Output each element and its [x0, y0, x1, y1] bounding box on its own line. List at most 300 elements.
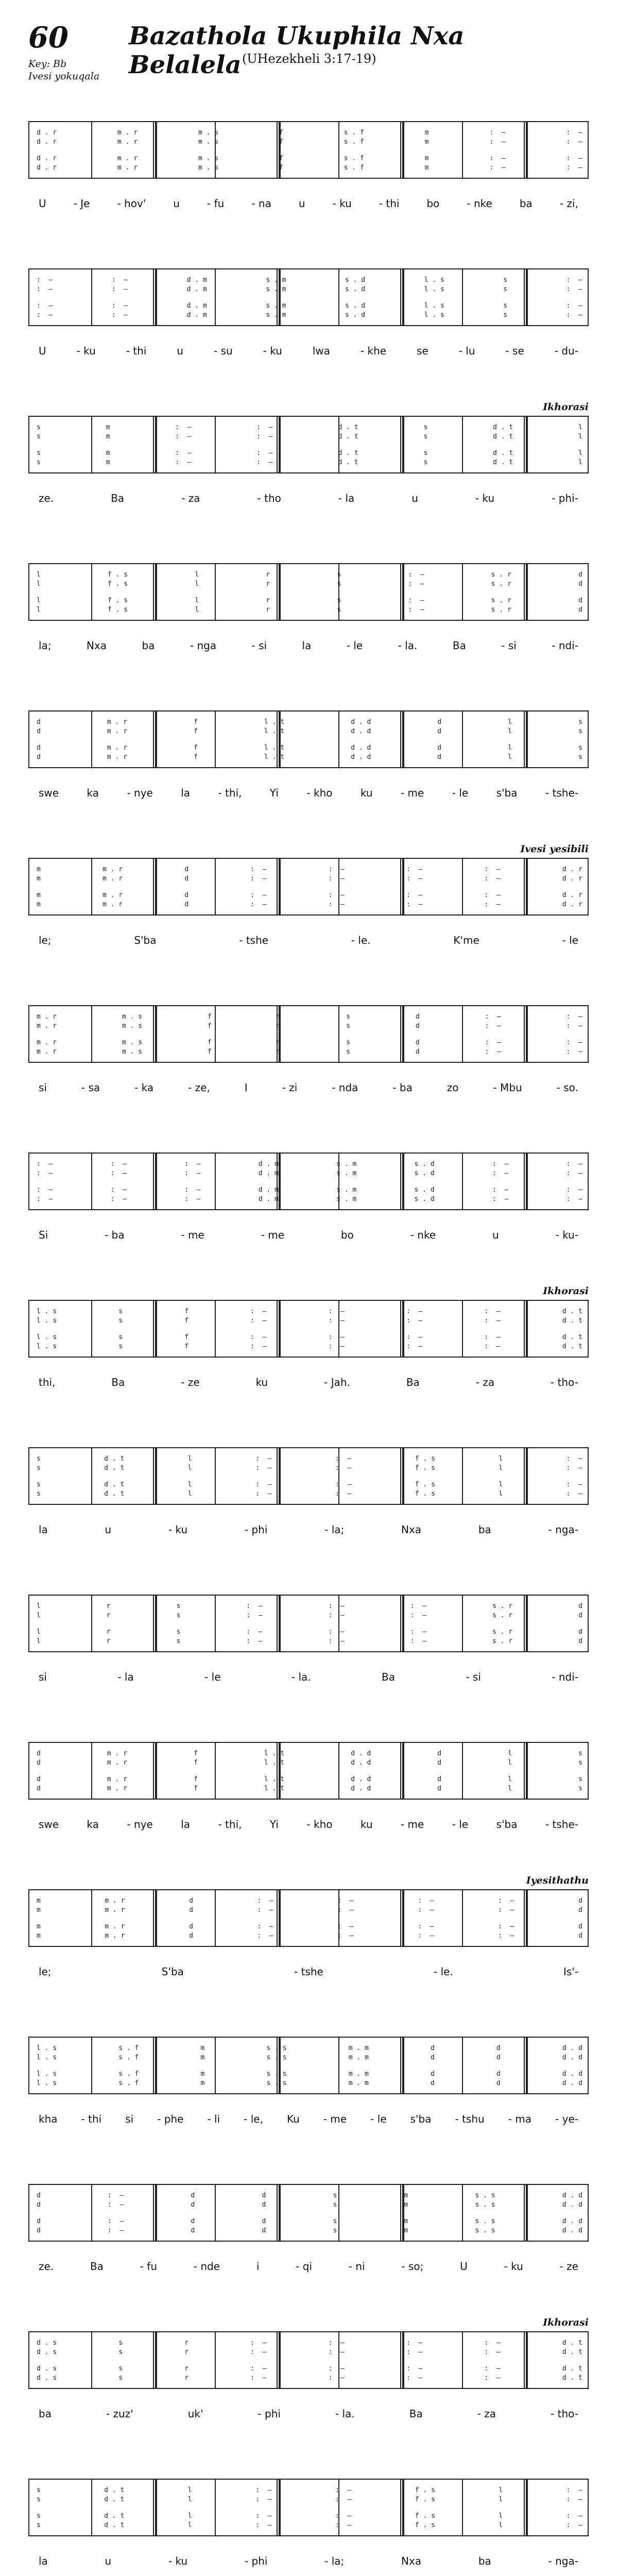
- note-cell: : —: [566, 311, 582, 319]
- lyric-syllable: - fu: [207, 197, 225, 210]
- note-cell: s: [118, 2348, 123, 2356]
- note-cell: d: [37, 744, 41, 752]
- voice-row: [37, 138, 582, 147]
- voice-row: [37, 753, 582, 762]
- note-cell: : —: [566, 1481, 582, 1488]
- note-cell: : —: [566, 302, 582, 310]
- note-cell: s: [37, 1464, 41, 1472]
- staff: [28, 1153, 589, 1210]
- lyrics-line: [28, 2408, 589, 2420]
- lyric-syllable: - tshe-: [545, 1818, 578, 1831]
- note-cell: : —: [337, 1932, 354, 1940]
- lyric-syllable: - tho: [257, 492, 281, 504]
- staff: [28, 1447, 589, 1505]
- note-cell: : —: [37, 276, 53, 284]
- note-cell: l: [578, 433, 582, 440]
- note-cell: f: [207, 1039, 212, 1046]
- note-cell: : —: [498, 1923, 514, 1930]
- note-cell: : —: [566, 2521, 582, 2529]
- note-cell: : —: [328, 875, 345, 883]
- note-cell: d . t: [104, 1464, 125, 1472]
- note-cell: s: [176, 1602, 181, 1610]
- note-cell: l: [37, 580, 41, 588]
- voice-row: [37, 2512, 582, 2521]
- note-cell: s: [578, 1759, 582, 1767]
- note-cell: : —: [328, 1317, 345, 1325]
- note-cell: f: [194, 1775, 198, 1783]
- note-cell: m . s: [122, 1048, 143, 1056]
- note-cell: r: [266, 597, 270, 604]
- voice-row: [37, 605, 582, 615]
- staff: [28, 1889, 589, 1947]
- note-cell: l . s: [37, 2070, 57, 2078]
- note-cell: : —: [328, 891, 345, 899]
- note-cell: d: [191, 2201, 195, 2209]
- note-cell: d: [415, 1022, 420, 1030]
- note-cell: l: [508, 718, 512, 726]
- lyric-syllable: - nke: [410, 1229, 436, 1241]
- note-cell: l . s: [37, 1308, 57, 1315]
- lyric-syllable: Si: [39, 1229, 48, 1241]
- note-cell: : —: [256, 423, 273, 431]
- lyrics-line: [28, 2113, 589, 2125]
- voice-row: [37, 1602, 582, 1611]
- voice-row: [37, 1022, 582, 1031]
- note-cell: s: [346, 1013, 351, 1021]
- music-system: [28, 1595, 589, 1683]
- voice-row: [37, 1012, 582, 1022]
- note-cell: : —: [566, 1186, 582, 1194]
- note-cell: : —: [485, 1039, 501, 1046]
- note-cell: s . s: [266, 2070, 287, 2078]
- note-cell: l . s: [37, 1317, 57, 1325]
- note-cell: m: [424, 129, 429, 137]
- note-cell: : —: [566, 1455, 582, 1463]
- note-cell: d . d: [351, 1775, 371, 1783]
- note-cell: m . s: [198, 155, 219, 162]
- lyric-syllable: - ni: [348, 2260, 365, 2273]
- note-cell: f: [194, 744, 198, 752]
- note-cell: : —: [406, 2374, 423, 2382]
- note-cell: : —: [250, 2374, 267, 2382]
- note-cell: : —: [492, 1195, 509, 1203]
- note-cell: s . s: [266, 2044, 287, 2052]
- note-cell: r: [266, 580, 270, 588]
- lyric-syllable: - fu: [140, 2260, 158, 2273]
- note-cell: : —: [255, 2521, 272, 2529]
- lyric-syllable: - la.: [291, 1671, 311, 1683]
- voice-row: [37, 2364, 582, 2374]
- lyric-syllable: si: [39, 1671, 47, 1683]
- note-cell: d: [496, 2054, 501, 2061]
- note-cell: : —: [37, 1160, 53, 1168]
- note-cell: l . s: [37, 1333, 57, 1341]
- note-cell: l . t: [264, 1750, 285, 1757]
- note-cell: l: [195, 606, 199, 614]
- lyric-syllable: - li: [207, 2113, 220, 2125]
- note-cell: s . f: [344, 155, 364, 162]
- voice-row: [37, 1628, 582, 1637]
- lyric-syllable: u: [411, 492, 418, 504]
- note-cell: f . s: [415, 2486, 435, 2494]
- music-system: [28, 1153, 589, 1241]
- note-cell: m . r: [107, 1759, 128, 1767]
- note-cell: s: [423, 459, 428, 466]
- note-cell: s . r: [491, 606, 511, 614]
- lyric-syllable: - ze,: [188, 1081, 210, 1094]
- note-cell: d . d: [351, 1750, 371, 1757]
- note-cell: d . t: [562, 1333, 582, 1341]
- voice-row: [37, 276, 582, 285]
- section-marker: Ikhorasi: [543, 2317, 589, 2328]
- note-cell: s: [37, 423, 41, 431]
- note-cell: : —: [257, 1906, 273, 1914]
- staff: [28, 1300, 589, 1358]
- note-cell: s: [118, 2365, 123, 2372]
- lyric-syllable: lwa: [312, 345, 330, 357]
- lyric-syllable: U: [39, 345, 46, 357]
- note-cell: m: [200, 2054, 205, 2061]
- note-cell: s: [503, 285, 508, 293]
- lyric-syllable: - sa: [81, 1081, 100, 1094]
- voice-row: [37, 1342, 582, 1351]
- note-cell: d: [578, 1923, 582, 1930]
- note-cell: s . r: [491, 571, 511, 579]
- music-system: [28, 2479, 589, 2567]
- note-cell: s: [423, 449, 428, 457]
- note-cell: l: [187, 2496, 192, 2503]
- note-cell: : —: [255, 1464, 272, 1472]
- note-cell: s . m: [336, 1170, 357, 1177]
- note-cell: d . d: [351, 718, 371, 726]
- note-cell: : —: [110, 1170, 127, 1177]
- note-cell: l: [187, 1464, 192, 1472]
- note-cell: d . t: [562, 1308, 582, 1315]
- note-cell: s . f: [118, 2044, 139, 2052]
- note-cell: l: [508, 1775, 512, 1783]
- note-cell: : —: [566, 1170, 582, 1177]
- lyric-syllable: ba: [478, 1523, 491, 1536]
- note-cell: : —: [255, 1490, 272, 1498]
- note-cell: m: [37, 1923, 41, 1930]
- note-cell: m . m: [348, 2054, 369, 2061]
- lyric-syllable: - nye: [127, 1818, 153, 1831]
- lyric-syllable: - qi: [296, 2260, 312, 2273]
- note-cell: d: [430, 2054, 435, 2061]
- note-cell: d . m: [186, 311, 207, 319]
- note-cell: r: [106, 1602, 111, 1610]
- note-cell: : —: [492, 1160, 509, 1168]
- note-cell: : —: [484, 1317, 501, 1325]
- note-cell: l: [195, 580, 199, 588]
- lyric-syllable: s'ba: [410, 2113, 432, 2125]
- note-cell: d: [437, 727, 442, 735]
- lyric-syllable: Ba: [111, 492, 125, 504]
- note-cell: r: [184, 2348, 189, 2356]
- note-cell: d . t: [338, 433, 358, 440]
- note-cell: d: [578, 606, 582, 614]
- note-cell: d: [437, 753, 442, 761]
- note-cell: d . t: [493, 449, 513, 457]
- note-cell: d . t: [493, 423, 513, 431]
- lyric-syllable: K'me: [453, 934, 479, 946]
- lyric-syllable: - phi: [258, 2408, 281, 2420]
- note-cell: : —: [410, 1628, 427, 1636]
- lyric-syllable: Ba: [382, 1671, 395, 1683]
- note-cell: : —: [337, 1923, 354, 1930]
- note-cell: d: [437, 1775, 442, 1783]
- note-cell: d: [415, 1013, 420, 1021]
- note-cell: d . t: [562, 2348, 582, 2356]
- voice-row: [37, 2070, 582, 2079]
- note-cell: s . r: [491, 580, 511, 588]
- lyric-syllable: - su: [214, 345, 233, 357]
- note-cell: d . t: [338, 423, 358, 431]
- lyric-syllable: - du-: [554, 345, 578, 357]
- lyric-syllable: la: [181, 787, 191, 799]
- note-cell: : —: [335, 2521, 352, 2529]
- note-cell: : —: [255, 1481, 272, 1488]
- note-cell: m . m: [348, 2070, 369, 2078]
- staff: [28, 268, 589, 326]
- note-cell: s: [176, 1612, 181, 1619]
- note-cell: : —: [418, 1897, 434, 1905]
- lyric-syllable: - ku: [168, 2555, 188, 2567]
- voice-row: [37, 1896, 582, 1906]
- note-cell: f: [194, 1759, 198, 1767]
- music-system: [28, 2037, 589, 2125]
- note-cell: : —: [111, 276, 128, 284]
- note-cell: s: [176, 1628, 181, 1636]
- note-cell: d . s: [37, 2365, 57, 2372]
- note-cell: m . r: [107, 744, 128, 752]
- note-cell: : —: [108, 2227, 124, 2234]
- lyric-syllable: u: [492, 1229, 499, 1241]
- note-cell: m: [200, 2079, 205, 2087]
- note-cell: f: [279, 155, 283, 162]
- note-cell: : —: [406, 1317, 423, 1325]
- note-cell: : —: [406, 1343, 423, 1350]
- note-cell: : —: [250, 891, 267, 899]
- note-cell: d: [578, 597, 582, 604]
- note-cell: m . r: [102, 875, 123, 883]
- note-cell: : —: [566, 2512, 582, 2520]
- note-cell: s . d: [414, 1160, 435, 1168]
- note-cell: d . s: [37, 2348, 57, 2356]
- lyric-syllable: zo: [447, 1081, 459, 1094]
- lyric-syllable: - thi,: [218, 1818, 242, 1831]
- note-cell: s: [346, 1022, 351, 1030]
- note-cell: l: [578, 449, 582, 457]
- note-cell: d: [37, 1785, 41, 1792]
- verse-label: Ivesi yokuqala: [28, 71, 100, 82]
- voice-row: [37, 1637, 582, 1646]
- lyric-syllable: - me: [181, 1229, 204, 1241]
- staff: [28, 416, 589, 473]
- note-cell: f: [207, 1022, 212, 1030]
- note-cell: s: [333, 2201, 337, 2209]
- note-cell: : —: [335, 1490, 352, 1498]
- note-cell: d . d: [562, 2217, 582, 2225]
- music-system: [28, 2317, 589, 2420]
- note-cell: s: [337, 580, 341, 588]
- staff: [28, 1742, 589, 1800]
- voice-row: [37, 2226, 582, 2235]
- note-cell: : —: [257, 1932, 273, 1940]
- note-cell: d . r: [562, 866, 582, 873]
- note-cell: s . d: [414, 1195, 435, 1203]
- note-cell: : —: [498, 1906, 514, 1914]
- note-cell: d . d: [351, 753, 371, 761]
- note-cell: : —: [110, 1186, 127, 1194]
- note-cell: : —: [406, 875, 423, 883]
- note-cell: : —: [408, 606, 424, 614]
- music-system: [28, 1875, 589, 1978]
- note-cell: m . r: [37, 1048, 57, 1056]
- note-cell: m . r: [102, 891, 123, 899]
- lyric-syllable: - Je: [73, 197, 90, 210]
- lyric-syllable: - tshe-: [545, 787, 578, 799]
- note-cell: d: [437, 744, 442, 752]
- note-cell: f: [279, 129, 283, 137]
- note-cell: : —: [566, 1048, 582, 1056]
- note-cell: : —: [337, 1897, 354, 1905]
- note-cell: m: [277, 1022, 281, 1030]
- note-cell: : —: [256, 433, 273, 440]
- hymn-title: Bazathola Ukuphila Nxa Belalela: [129, 22, 465, 79]
- voice-row: [37, 163, 582, 173]
- note-cell: d: [37, 2201, 41, 2209]
- lyric-syllable: Ba: [406, 1376, 420, 1388]
- note-cell: d . d: [562, 2079, 582, 2087]
- note-cell: : —: [485, 1048, 501, 1056]
- music-system: [28, 1447, 589, 1536]
- note-cell: : —: [257, 1897, 273, 1905]
- note-cell: s: [423, 423, 428, 431]
- note-cell: : —: [406, 2339, 423, 2347]
- note-cell: s: [578, 1785, 582, 1792]
- lyric-syllable: ba: [142, 639, 155, 652]
- lyrics-line: [28, 1523, 589, 1536]
- note-cell: : —: [408, 597, 424, 604]
- note-cell: m . r: [37, 1022, 57, 1030]
- note-cell: s: [503, 276, 508, 284]
- note-cell: d . t: [104, 1481, 125, 1488]
- lyric-syllable: Yi: [269, 787, 279, 799]
- lyric-syllable: - le: [452, 787, 469, 799]
- voice-row: [37, 2200, 582, 2210]
- lyrics-line: [28, 1965, 589, 1978]
- note-cell: l . t: [264, 753, 285, 761]
- lyric-syllable: - phe: [157, 2113, 184, 2125]
- note-cell: l: [195, 597, 199, 604]
- note-cell: : —: [250, 1308, 267, 1315]
- note-cell: d . r: [562, 875, 582, 883]
- lyric-syllable: Ba: [111, 1376, 125, 1388]
- note-cell: l . s: [37, 1343, 57, 1350]
- note-cell: : —: [256, 449, 273, 457]
- note-cell: m . m: [348, 2044, 369, 2052]
- note-cell: m . s: [198, 129, 219, 137]
- note-cell: s: [37, 1490, 41, 1498]
- lyric-syllable: U: [460, 2260, 468, 2273]
- lyric-syllable: - le: [562, 934, 578, 946]
- lyric-syllable: - ndi-: [552, 1671, 578, 1683]
- section-marker: Iyesithathu: [526, 1875, 589, 1886]
- note-cell: : —: [256, 459, 273, 466]
- lyric-syllable: ka: [87, 1818, 99, 1831]
- lyric-syllable: - ma: [508, 2113, 532, 2125]
- note-cell: : —: [484, 2339, 501, 2347]
- note-cell: : —: [566, 1490, 582, 1498]
- note-cell: s: [346, 1039, 351, 1046]
- lyric-syllable: - le: [204, 1671, 221, 1683]
- note-cell: s . f: [118, 2079, 139, 2087]
- note-cell: d: [578, 1612, 582, 1619]
- lyric-syllable: - tho-: [551, 1376, 578, 1388]
- note-cell: : —: [37, 285, 53, 293]
- note-cell: l . t: [264, 744, 285, 752]
- note-cell: : —: [246, 1637, 263, 1645]
- note-cell: : —: [566, 2486, 582, 2494]
- note-cell: : —: [108, 2192, 124, 2199]
- lyric-syllable: s'ba: [496, 1818, 518, 1831]
- note-cell: : —: [111, 302, 128, 310]
- note-cell: : —: [484, 2374, 501, 2382]
- note-cell: : —: [335, 2486, 352, 2494]
- note-cell: l: [508, 744, 512, 752]
- note-cell: : —: [484, 901, 501, 908]
- note-cell: s: [118, 1333, 123, 1341]
- note-cell: f . s: [415, 2521, 435, 2529]
- lyric-syllable: - nde: [193, 2260, 220, 2273]
- note-cell: l . t: [264, 727, 285, 735]
- note-cell: l . s: [424, 276, 444, 284]
- lyric-syllable: - la: [338, 492, 355, 504]
- lyric-syllable: - tshe: [239, 934, 269, 946]
- lyric-syllable: ba: [39, 2408, 52, 2420]
- note-cell: l: [37, 1637, 41, 1645]
- note-cell: m . r: [102, 901, 123, 908]
- lyric-syllable: Ba: [90, 2260, 104, 2273]
- voice-row: [37, 2191, 582, 2200]
- voice-row: [37, 727, 582, 736]
- lyric-syllable: - le,: [244, 2113, 263, 2125]
- note-cell: d . t: [493, 433, 513, 440]
- note-cell: l: [187, 2512, 192, 2520]
- voice-row: [37, 2053, 582, 2062]
- note-cell: m: [37, 866, 41, 873]
- note-cell: f: [194, 753, 198, 761]
- lyric-syllable: la: [39, 1523, 48, 1536]
- note-cell: m: [424, 164, 429, 172]
- voice-row: [37, 1480, 582, 1489]
- note-cell: : —: [255, 2512, 272, 2520]
- note-cell: s . f: [344, 164, 364, 172]
- voice-row: [37, 1489, 582, 1499]
- note-cell: l: [187, 2521, 192, 2529]
- note-cell: d . d: [562, 2070, 582, 2078]
- note-cell: m . s: [122, 1039, 143, 1046]
- voice-row: [37, 154, 582, 163]
- voice-row: [37, 432, 582, 442]
- note-cell: d: [415, 1048, 420, 1056]
- lyric-syllable: la: [181, 1818, 191, 1831]
- note-cell: m . s: [198, 138, 219, 146]
- voice-row: [37, 301, 582, 311]
- note-cell: d: [578, 571, 582, 579]
- note-cell: : —: [484, 875, 501, 883]
